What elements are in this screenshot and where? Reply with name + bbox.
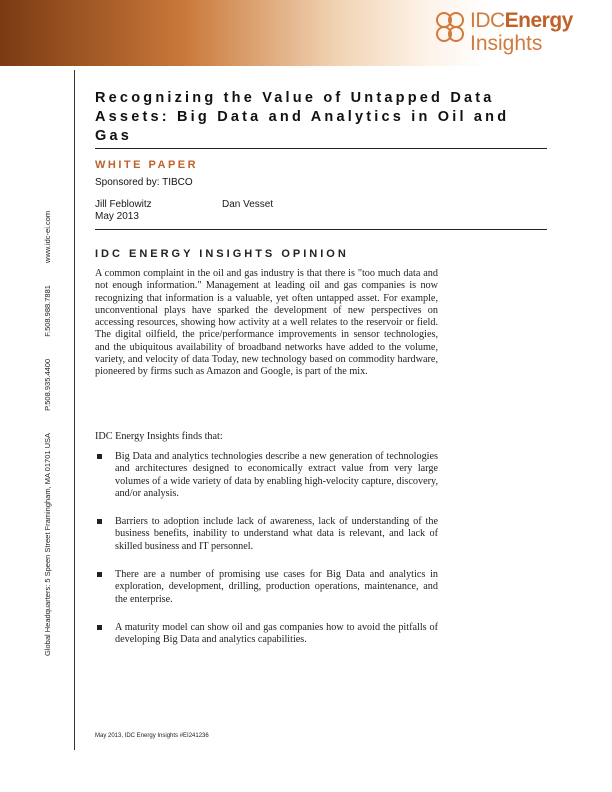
document-type: WHITE PAPER	[95, 159, 199, 171]
contact-sidebar	[43, 191, 52, 656]
list-item	[95, 451, 438, 500]
logo-idc-text: IDC	[470, 9, 505, 32]
publication-date: May 2013	[95, 211, 139, 222]
logo-energy-text: Energy	[504, 9, 573, 32]
finding-text: There are a number of promising use cases for Big Data and analytics in exploration, development, drilling, production operations, maintenance, and the enterprise.	[115, 569, 438, 605]
list-item	[95, 622, 438, 647]
finding-text: Big Data and analytics technologies describe a new generation of technologies and architectures designed to economically extract value from very large volumes of a wide variety of data by enabling high-velocity capture, discovery, and/or analysis.	[115, 451, 438, 499]
findings-intro: IDC Energy Insights finds that:	[95, 431, 223, 442]
section-divider	[95, 229, 547, 230]
hq-address: Global Headquarters: 5 Speen Street Framingham, MA 01701 USA	[43, 432, 52, 656]
logo-insights-text: Insights	[470, 32, 543, 55]
bullet-icon	[97, 625, 102, 630]
findings-list	[95, 451, 438, 663]
bullet-icon	[97, 454, 102, 459]
opinion-paragraph: A common complaint in the oil and gas industry is that there is "too much data and not enough information." Management at leading oil and gas companies is now recognizing that information is a valuable, yet often untapped asset. For example, unconventional plays have sparked the development of new perspectives on accessing resources, showing how activity at a well relates to the reservoir or field. The digital oilfield, the price/performance improvements in sensor technologies, and the ubiquitous availability of broadband networks have added to the volume, variety, and velocity of data Today, new technology based on commodity hardware, pioneered by firms such as Amazon and Google, is part of the mix.	[95, 268, 438, 378]
finding-text: Barriers to adoption include lack of awareness, lack of understanding of the business benefits, inability to understand what data is relevant, and lack of skilled business and IT personnel.	[115, 516, 438, 552]
idc-energy-insights-logo	[434, 10, 604, 60]
website-link[interactable]: www.idc-ei.com	[43, 210, 52, 263]
page-footer: May 2013, IDC Energy Insights #EI241236	[95, 733, 209, 739]
phone-number: P.508.935.4400	[43, 358, 52, 411]
logo-wordmark	[470, 9, 573, 33]
section-heading: IDC ENERGY INSIGHTS OPINION	[95, 248, 349, 260]
title-divider	[95, 148, 547, 149]
author-name: Jill Feblowitz	[95, 199, 152, 210]
finding-text: A maturity model can show oil and gas companies how to avoid the pitfalls of developing Big Data and analytics capabilities.	[115, 621, 438, 646]
fax-number: F.508.988.7881	[43, 285, 52, 337]
author-name: Dan Vesset	[222, 199, 274, 210]
document-title: Recognizing the Value of Untapped Data Assets: Big Data and Analytics in Oil and Gas	[95, 90, 510, 144]
list-item	[95, 516, 438, 553]
sponsor-line: Sponsored by: TIBCO	[95, 177, 193, 188]
bullet-icon	[97, 572, 102, 577]
bullet-icon	[97, 519, 102, 524]
list-item	[95, 569, 438, 606]
idc-logo-icon	[434, 10, 468, 50]
margin-rule	[74, 70, 75, 750]
